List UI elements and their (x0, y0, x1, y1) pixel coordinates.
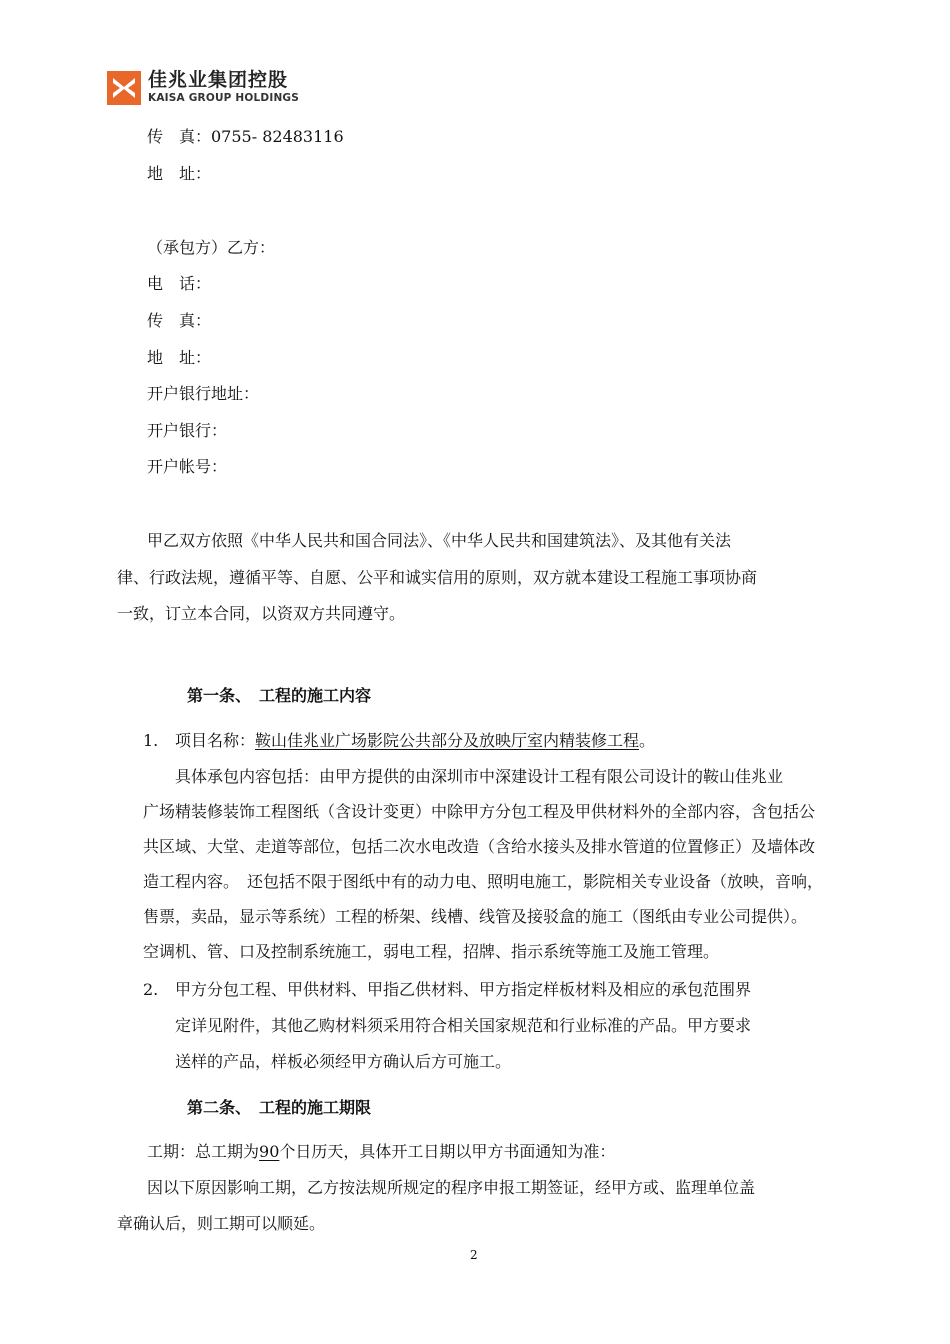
period-suffix: 个日历天，具体开工日期以甲方书面通知为准： (279, 1142, 616, 1161)
item-1-project-name (175, 731, 655, 751)
project-name: 鞍山佳兆业广场影院公共部分及放映厅室内精装修工程 (255, 731, 640, 750)
item-2-line: 定详见附件，其他乙购材料须采用符合相关国家规范和行业标准的产品。甲方要求 (175, 1016, 752, 1035)
preamble-line: 一致，订立本合同，以资双方共同遵守。 (117, 604, 406, 623)
preamble-line: 律、行政法规，遵循平等、自愿、公平和诚实信用的原则，双方就本建设工程施工事项协商 (117, 568, 758, 587)
party-a-fax: 传 真：0755- 82483116 (147, 127, 344, 146)
party-b-bank: 开户银行： (147, 421, 228, 440)
item-2-line: 甲方分包工程、甲供材料、甲指乙供材料、甲方指定样板材料及相应的承包范围界 (175, 980, 752, 999)
logo-chinese-name: 佳兆业集团控股 (148, 69, 289, 91)
company-logo (107, 70, 299, 105)
scope-line: 共区域、大堂、走道等部位，包括二次水电改造（含给水接头及排水管道的位置修正）及墙体改 (143, 837, 816, 856)
delay-line: 章确认后，则工期可以顺延。 (117, 1214, 326, 1233)
party-b-fax: 传 真： (147, 311, 212, 330)
item-2-line: 送样的产品，样板必须经甲方确认后方可施工。 (175, 1052, 512, 1071)
logo-english-name: KAISA GROUP HOLDINGS (148, 92, 300, 104)
article-1-heading: 第一条、 工程的施工内容 (187, 686, 372, 705)
item-2-number: 2. (143, 980, 159, 999)
item-1-end: 。 (639, 731, 656, 750)
item-1-number: 1. (143, 731, 159, 750)
preamble-line: 甲乙双方依照《中华人民共和国合同法》、《中华人民共和国建筑法》、及其他有关法 (147, 531, 732, 550)
scope-line: 具体承包内容包括：由甲方提供的由深圳市中深建设计工程有限公司设计的鞍山佳兆业 (175, 767, 784, 786)
item-1-label: 项目名称： (175, 731, 256, 750)
party-a-address: 地 址： (147, 164, 212, 183)
period-days: 90 (259, 1142, 280, 1161)
construction-period (147, 1142, 615, 1162)
period-prefix: 工期：总工期为 (147, 1142, 260, 1161)
party-b-title: （承包方）乙方： (147, 238, 276, 257)
party-b-phone: 电 话： (147, 274, 212, 293)
page-number: 2 (470, 1248, 478, 1262)
scope-line: 广场精装修装饰工程图纸（含设计变更）中除甲方分包工程及甲供材料外的全部内容，含包括公 (143, 802, 816, 821)
kaisa-logo-icon (107, 71, 141, 105)
scope-line: 空调机、管、口及控制系统施工，弱电工程，招牌、指示系统等施工及施工管理。 (143, 942, 720, 961)
article-2-heading: 第二条、 工程的施工期限 (187, 1098, 372, 1117)
delay-line: 因以下原因影响工期，乙方按法规所规定的程序申报工期签证，经甲方或、监理单位盖 (147, 1178, 756, 1197)
party-b-address: 地 址： (147, 348, 212, 367)
party-b-account: 开户帐号： (147, 457, 228, 476)
scope-line: 造工程内容。 还包括不限于图纸中有的动力电、照明电施工，影院相关专业设备（放映，音响， (143, 872, 824, 891)
scope-line: 售票，卖品，显示等系统）工程的桥架、线槽、线管及接驳盒的施工（图纸由专业公司提供）。 (143, 907, 808, 926)
party-b-bank-address: 开户银行地址： (147, 384, 260, 403)
